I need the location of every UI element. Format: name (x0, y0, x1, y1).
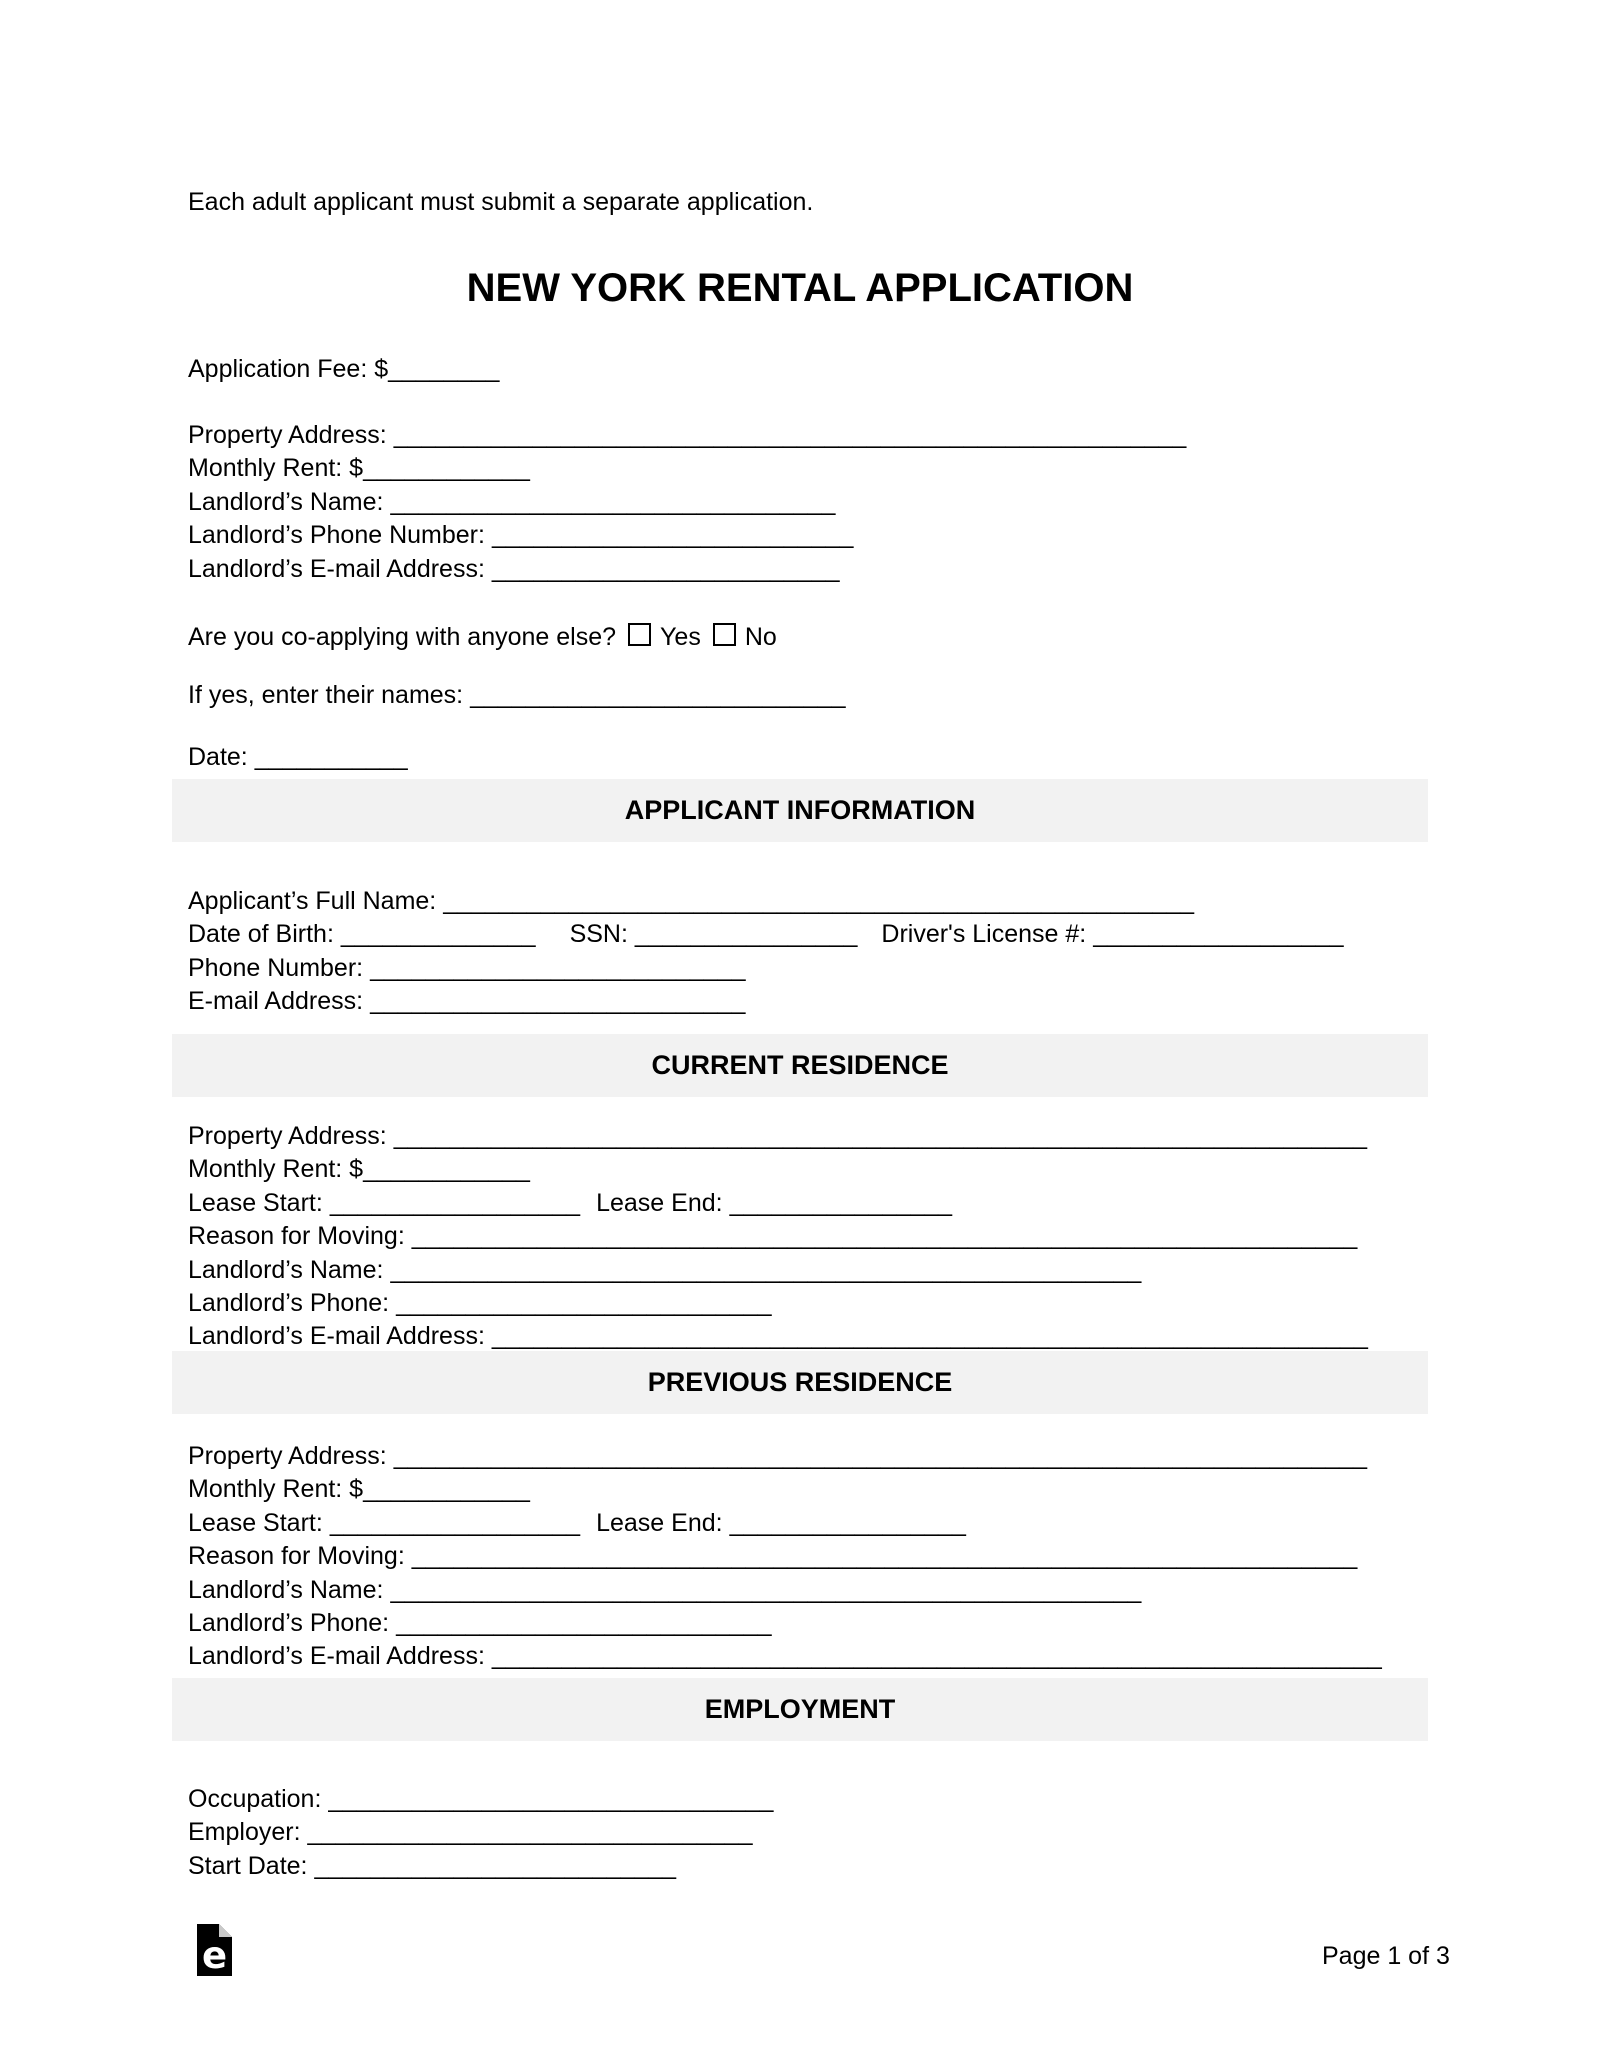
previous-lease-start-input-line[interactable]: __________________ (329, 1508, 581, 1537)
current-property-address-input-line[interactable]: ______________________________________________________________________ (393, 1122, 1367, 1150)
row-landlord-name (188, 486, 1186, 519)
row-previous-reason-for-moving (188, 1540, 1382, 1573)
section-header-employment (172, 1678, 1428, 1741)
previous-lease-end-input-line[interactable]: _________________ (729, 1508, 966, 1537)
row-applicant-full-name (188, 885, 1344, 918)
applicant-email-label: E-mail Address: (188, 987, 364, 1016)
date-of-birth-input-line[interactable]: ______________ (340, 920, 536, 949)
applicant-phone-label: Phone Number: (188, 953, 364, 982)
row-previous-lease-dates (188, 1507, 1382, 1540)
row-applicant-email (188, 985, 1344, 1018)
employment-block (188, 1783, 773, 1883)
applicant-information-block (188, 885, 1344, 1019)
landlord-email-input-line[interactable]: _________________________ (491, 554, 840, 583)
row-coapplicant-names (188, 679, 846, 712)
current-monthly-rent-label: Monthly Rent: $ (188, 1155, 364, 1184)
previous-landlord-name-input-line[interactable]: ______________________________________________________ (390, 1575, 1142, 1604)
current-lease-start-label: Lease Start: (188, 1188, 323, 1217)
application-fee-input-line[interactable]: ________ (388, 355, 500, 383)
applicant-phone-input-line[interactable]: ___________________________ (370, 953, 746, 982)
previous-monthly-rent-input-line[interactable]: ____________ (363, 1475, 530, 1504)
previous-lease-start-label: Lease Start: (188, 1508, 323, 1537)
current-lease-end-label: Lease End: (596, 1188, 723, 1217)
occupation-input-line[interactable]: ________________________________ (328, 1785, 774, 1813)
coapplying-no-checkbox[interactable] (713, 623, 736, 646)
drivers-license-input-line[interactable]: __________________ (1093, 920, 1344, 949)
current-reason-for-moving-label: Reason for Moving: (188, 1222, 405, 1251)
previous-property-address-label: Property Address: (188, 1442, 387, 1470)
logo-letter-e: e (201, 1934, 228, 1977)
row-previous-landlord-phone (188, 1607, 1382, 1640)
start-date-input-line[interactable]: __________________________ (314, 1851, 676, 1880)
previous-landlord-phone-input-line[interactable]: ___________________________ (396, 1608, 772, 1637)
previous-reason-for-moving-label: Reason for Moving: (188, 1542, 405, 1571)
coapplying-question: Are you co-applying with anyone else? (188, 623, 617, 651)
ssn-input-line[interactable]: ________________ (634, 920, 858, 949)
landlord-phone-number-input-line[interactable]: __________________________ (491, 521, 854, 550)
start-date-label: Start Date: (188, 1851, 308, 1880)
date-label: Date: (188, 743, 248, 771)
employer-label: Employer: (188, 1818, 301, 1847)
current-property-address-label: Property Address: (188, 1122, 387, 1150)
coapplicant-names-label: If yes, enter their names: (188, 681, 464, 709)
current-residence-block (188, 1120, 1368, 1354)
row-previous-landlord-email (188, 1640, 1382, 1673)
previous-landlord-email-input-line[interactable]: ________________________________________________________________ (491, 1642, 1382, 1671)
previous-landlord-email-label: Landlord’s E-mail Address: (188, 1642, 485, 1671)
row-current-property-address (188, 1120, 1368, 1153)
landlord-email-label: Landlord’s E-mail Address: (188, 554, 485, 583)
row-previous-monthly-rent (188, 1473, 1382, 1506)
current-landlord-email-label: Landlord’s E-mail Address: (188, 1322, 485, 1351)
row-applicant-phone (188, 952, 1344, 985)
row-occupation (188, 1783, 773, 1816)
row-employer (188, 1816, 773, 1849)
employer-input-line[interactable]: ________________________________ (307, 1818, 753, 1847)
applicant-full-name-label: Applicant’s Full Name: (188, 887, 437, 915)
applicant-information-heading: APPLICANT INFORMATION (624, 795, 976, 825)
ssn-label: SSN: (569, 920, 628, 949)
row-current-reason-for-moving (188, 1220, 1368, 1253)
row-monthly-rent (188, 452, 1186, 485)
date-of-birth-label: Date of Birth: (188, 920, 334, 949)
previous-residence-block (188, 1440, 1382, 1674)
section-header-applicant-information (172, 779, 1428, 842)
page-title: NEW YORK RENTAL APPLICATION (466, 266, 1134, 310)
previous-reason-for-moving-input-line[interactable]: ____________________________________________________________________ (411, 1542, 1358, 1571)
date-input-line[interactable]: ___________ (254, 743, 408, 771)
current-lease-start-input-line[interactable]: __________________ (329, 1188, 581, 1217)
previous-landlord-name-label: Landlord’s Name: (188, 1575, 384, 1604)
drivers-license-label: Driver's License #: (881, 920, 1087, 949)
row-property-address (188, 419, 1186, 452)
row-dob-ssn-license (188, 918, 1344, 951)
previous-property-address-input-line[interactable]: ______________________________________________________________________ (393, 1442, 1367, 1470)
previous-residence-heading: PREVIOUS RESIDENCE (647, 1367, 953, 1397)
section-header-current-residence (172, 1034, 1428, 1097)
eforms-logo (197, 1924, 232, 1976)
property-address-label: Property Address: (188, 421, 387, 449)
intro-property-block (188, 419, 1186, 586)
applicant-email-input-line[interactable]: ___________________________ (370, 987, 746, 1016)
occupation-label: Occupation: (188, 1785, 322, 1813)
row-current-monthly-rent (188, 1153, 1368, 1186)
instruction-note: Each adult applicant must submit a separate application. (188, 188, 814, 216)
row-previous-landlord-name (188, 1574, 1382, 1607)
current-lease-end-input-line[interactable]: ________________ (729, 1188, 953, 1217)
applicant-full-name-input-line[interactable]: ______________________________________________________ (443, 887, 1195, 915)
landlord-name-label: Landlord’s Name: (188, 487, 384, 516)
previous-monthly-rent-label: Monthly Rent: $ (188, 1475, 364, 1504)
current-landlord-name-input-line[interactable]: ______________________________________________________ (390, 1255, 1142, 1284)
coapplying-yes-label: Yes (660, 623, 701, 651)
monthly-rent-label: Monthly Rent: $ (188, 454, 364, 483)
row-landlord-email (188, 553, 1186, 586)
page-number: Page 1 of 3 (1322, 1942, 1450, 1970)
current-reason-for-moving-input-line[interactable]: ____________________________________________________________________ (411, 1222, 1358, 1251)
row-start-date (188, 1850, 773, 1883)
row-landlord-phone-number (188, 519, 1186, 552)
current-landlord-email-input-line[interactable]: _______________________________________________________________ (491, 1322, 1368, 1351)
employment-heading: EMPLOYMENT (704, 1694, 896, 1724)
monthly-rent-input-line[interactable]: ____________ (363, 454, 530, 483)
property-address-input-line[interactable]: _________________________________________________________ (393, 421, 1187, 449)
row-date (188, 741, 408, 774)
current-residence-heading: CURRENT RESIDENCE (651, 1050, 949, 1080)
current-landlord-phone-label: Landlord’s Phone: (188, 1288, 390, 1317)
landlord-name-input-line[interactable]: ________________________________ (390, 487, 836, 516)
previous-lease-end-label: Lease End: (596, 1508, 723, 1537)
section-header-previous-residence (172, 1351, 1428, 1414)
current-monthly-rent-input-line[interactable]: ____________ (363, 1155, 530, 1184)
row-current-landlord-name (188, 1254, 1368, 1287)
previous-landlord-phone-label: Landlord’s Phone: (188, 1608, 390, 1637)
row-application-fee (188, 353, 499, 386)
coapplicant-names-input-line[interactable]: ___________________________ (470, 681, 846, 709)
row-coapplying-question (188, 621, 777, 654)
row-current-lease-dates (188, 1187, 1368, 1220)
row-current-landlord-email (188, 1320, 1368, 1353)
row-current-landlord-phone (188, 1287, 1368, 1320)
current-landlord-name-label: Landlord’s Name: (188, 1255, 384, 1284)
application-fee-label: Application Fee: $ (188, 355, 389, 383)
current-landlord-phone-input-line[interactable]: ___________________________ (396, 1288, 772, 1317)
row-previous-property-address (188, 1440, 1382, 1473)
coapplying-no-label: No (744, 623, 777, 651)
landlord-phone-number-label: Landlord’s Phone Number: (188, 521, 485, 550)
coapplying-yes-checkbox[interactable] (628, 623, 651, 646)
